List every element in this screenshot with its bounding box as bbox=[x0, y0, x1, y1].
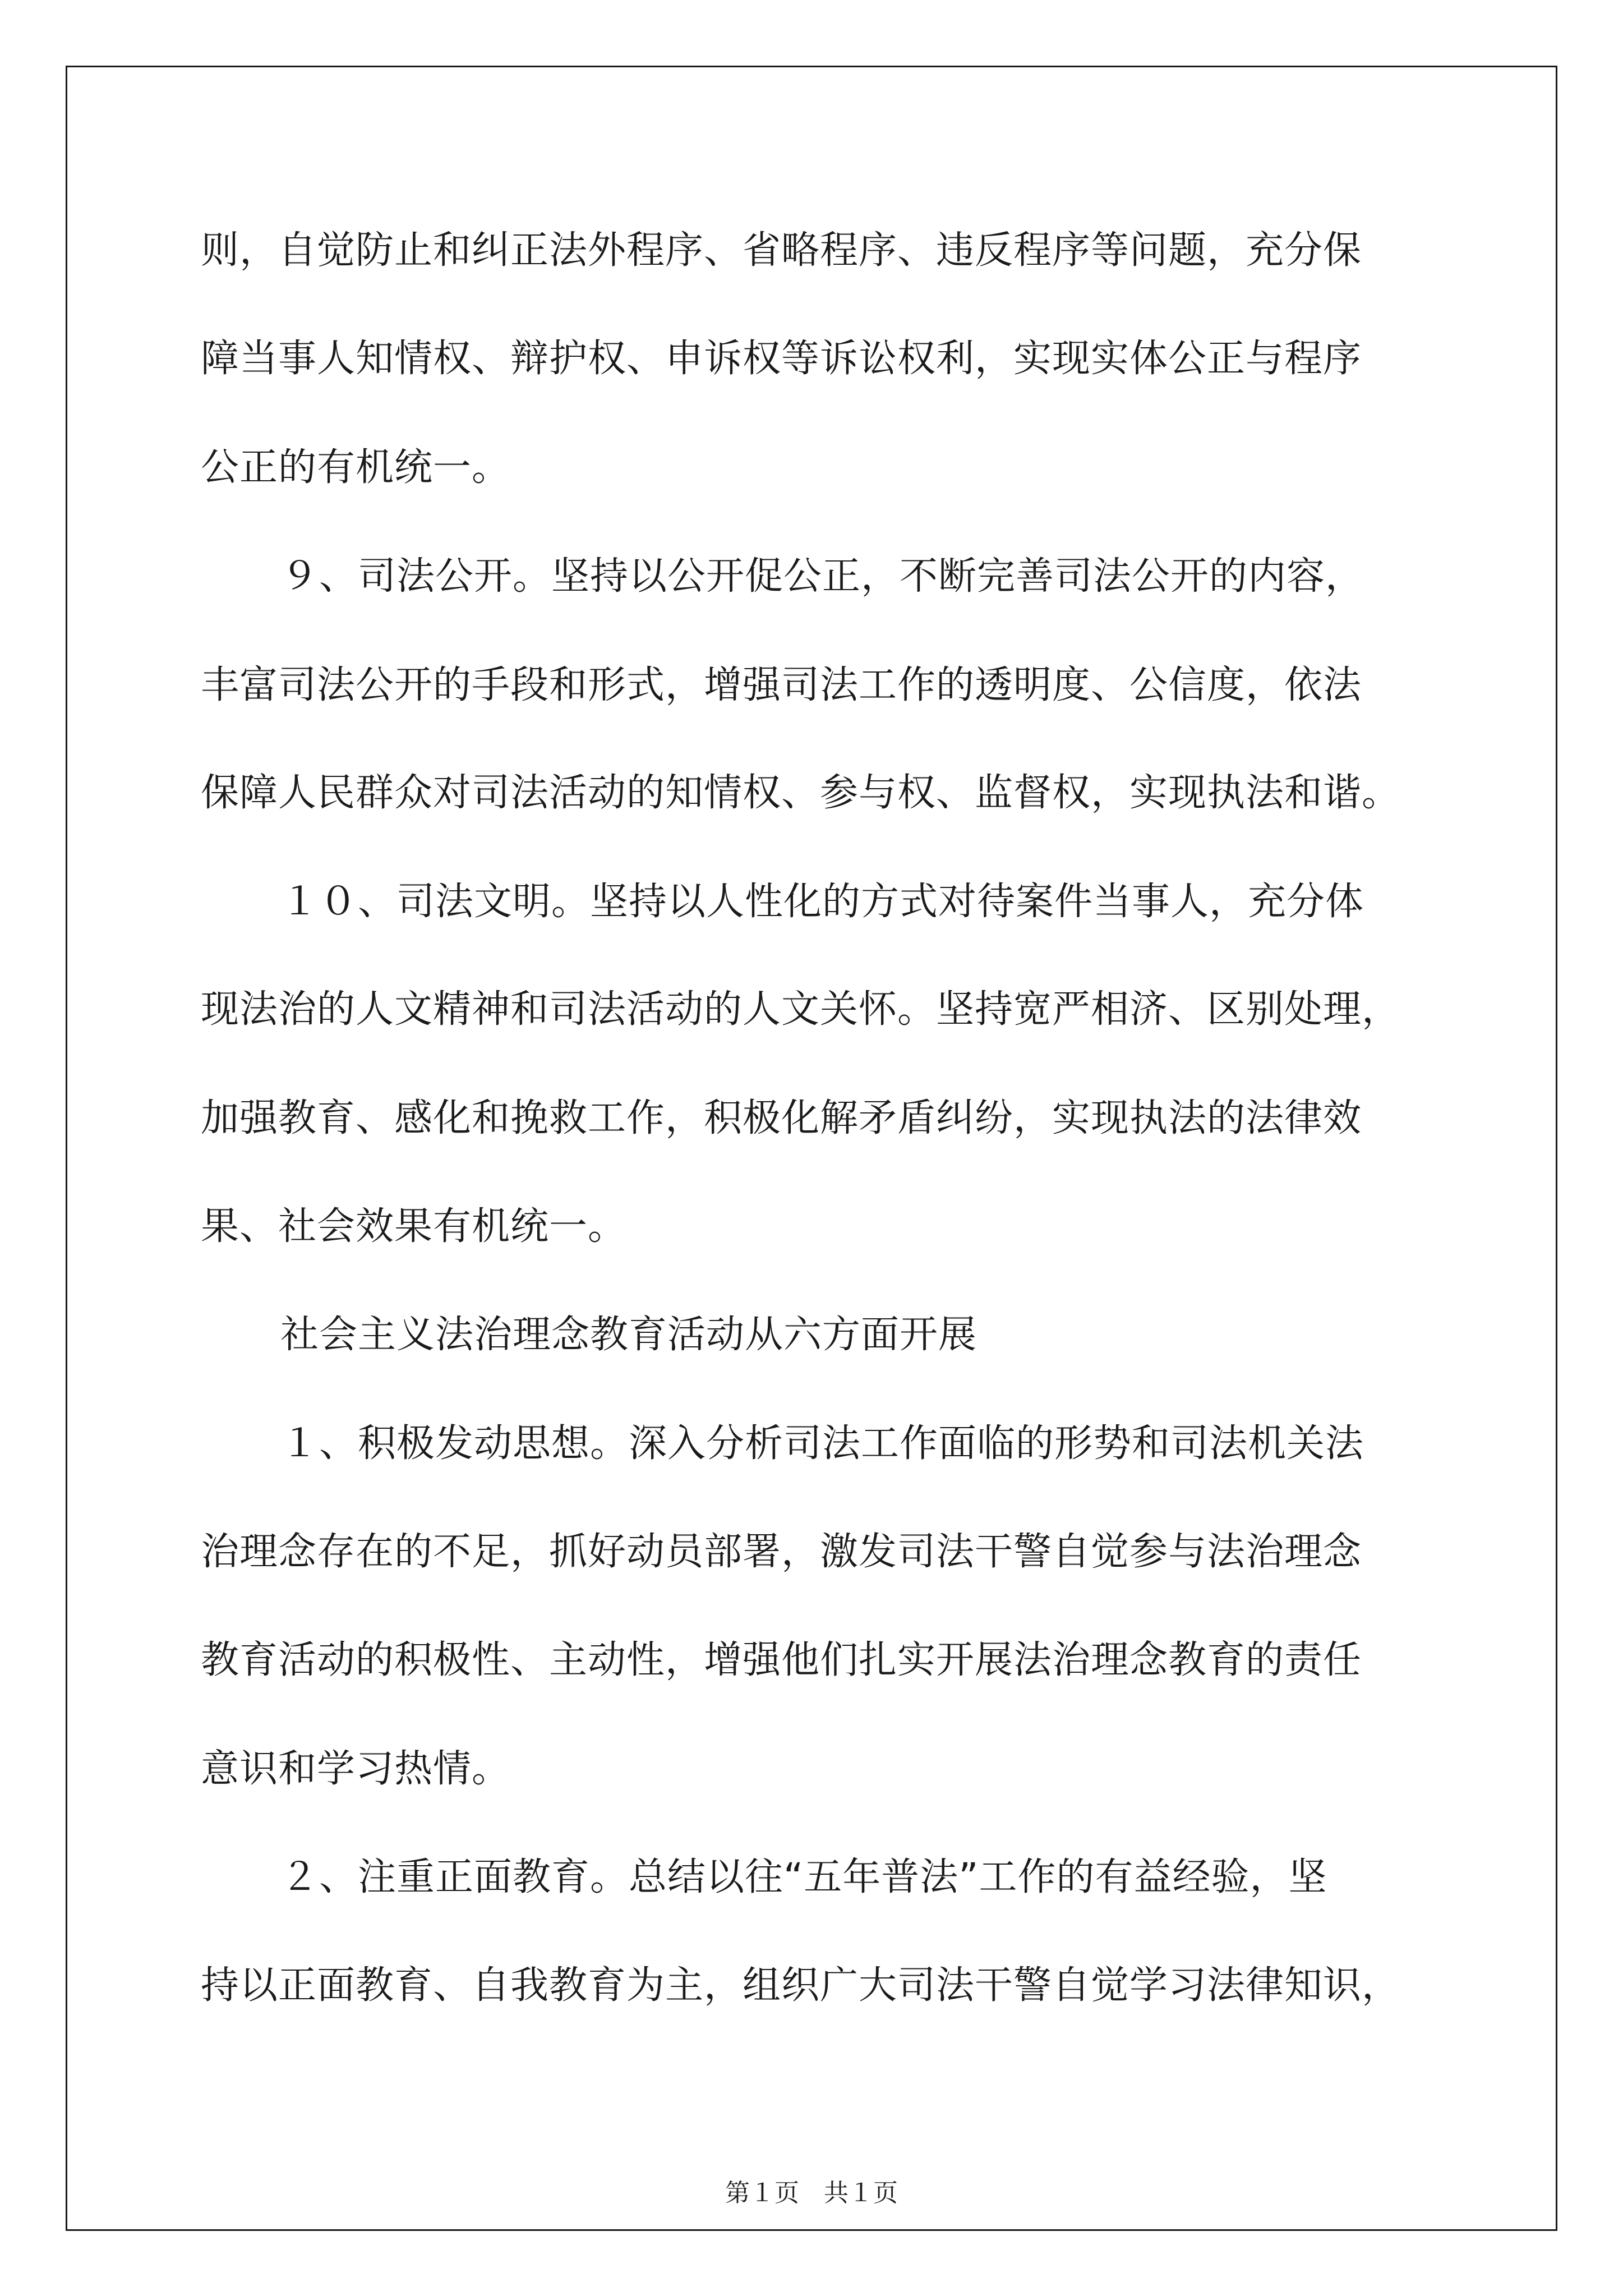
paragraph-start: １、积极发动思想。深入分析司法工作面临的形势和司法机关法 bbox=[280, 1421, 1364, 1466]
text-line: 公正的有机统一。 bbox=[201, 445, 511, 490]
text-line: 障当事人知情权、辩护权、申诉权等诉讼权利，实现实体公正与程序 bbox=[201, 337, 1362, 381]
page-border bbox=[66, 66, 1557, 2231]
paragraph-start: ９、司法公开。坚持以公开促公正，不断完善司法公开的内容， bbox=[280, 554, 1364, 599]
text-line: 保障人民群众对司法活动的知情权、参与权、监督权，实现执法和谐。 bbox=[201, 771, 1401, 815]
text-line: 持以正面教育、自我教育为主，组织广大司法干警自觉学习法律知识， bbox=[201, 1963, 1401, 2008]
text-line: 现法治的人文精神和司法活动的人文关怀。坚持宽严相济、区别处理， bbox=[201, 987, 1401, 1032]
text-line: 意识和学习热情。 bbox=[201, 1747, 511, 1791]
text-line: 果、社会效果有机统一。 bbox=[201, 1204, 627, 1249]
text-line: 加强教育、感化和挽救工作，积极化解矛盾纠纷，实现执法的法律效 bbox=[201, 1096, 1362, 1140]
text-line: 教育活动的积极性、主动性，增强他们扎实开展法治理念教育的责任 bbox=[201, 1638, 1362, 1682]
text-line: 丰富司法公开的手段和形式，增强司法工作的透明度、公信度，依法 bbox=[201, 663, 1362, 707]
paragraph-start: １０、司法文明。坚持以人性化的方式对待案件当事人，充分体 bbox=[280, 880, 1364, 924]
text-line: 则，自觉防止和纠正法外程序、省略程序、违反程序等问题，充分保 bbox=[201, 228, 1362, 273]
text-line: 治理念存在的不足，抓好动员部署，激发司法干警自觉参与法治理念 bbox=[201, 1530, 1362, 1574]
paragraph-start: ２、注重正面教育。总结以往“五年普法”工作的有益经验，坚 bbox=[280, 1855, 1327, 1899]
section-heading: 社会主义法治理念教育活动从六方面开展 bbox=[280, 1313, 978, 1357]
page-number: 第１页 共１页 bbox=[725, 2179, 898, 2207]
